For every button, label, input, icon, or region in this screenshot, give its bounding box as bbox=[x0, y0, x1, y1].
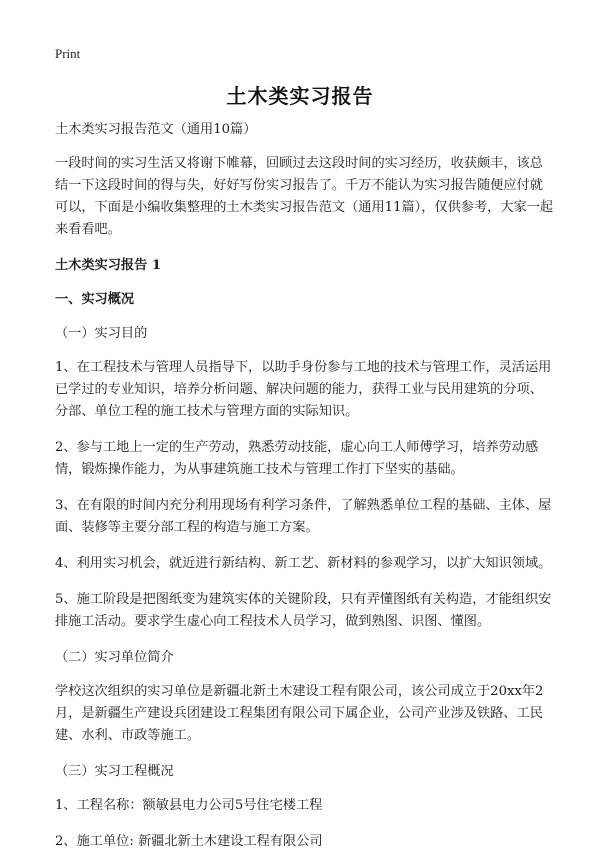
purpose-item: 2、参与工地上一定的生产劳动，熟悉劳动技能，虚心向工人师傅学习，培养劳动感情，锻炼操作能力，为从事建筑施工技术与管理工作打下坚实的基础。 bbox=[55, 440, 539, 477]
unit-intro-paragraph: 学校这次组织的实习单位是新疆北新土木建设工程有限公司，该公司成立于20xx年2月，是新疆生产建设兵团建设工程集团有限公司下属企业，公司产业涉及铁路、工民建、水利、市政等施工。 bbox=[55, 684, 544, 743]
section-title: 土木类实习报告 1 bbox=[55, 258, 162, 273]
purpose-item: 5、施工阶段是把图纸变为建筑实体的关键阶段，只有弄懂图纸有关构造，才能组织安排施工活动。要求学生虚心向工程技术人员学习，做到熟图、识图、懂图。 bbox=[55, 592, 552, 629]
purpose-item: 3、在有限的时间内充分利用现场有利学习条件，了解熟悉单位工程的基础、主体、屋面、装修等主要分部工程的构造与施工方案。 bbox=[55, 498, 552, 535]
purpose-item: 1、在工程技术与管理人员指导下，以助手身份参与工地的技术与管理工作，灵活运用已学过的专业知识，培养分析问题、解决问题的能力，获得工业与民用建筑的分项、分部、单位工程的施工技术与管理方面的实际知识。 bbox=[55, 360, 552, 419]
purpose-item: 4、利用实习机会，就近进行新结构、新工艺、新材料的参观学习，以扩大知识领域。 bbox=[55, 556, 552, 571]
subheading-purpose: （一）实习目的 bbox=[55, 326, 148, 341]
document-body bbox=[55, 119, 555, 867]
heading-overview: 一、实习概况 bbox=[55, 292, 135, 307]
subheading-project: （三）实习工程概况 bbox=[55, 764, 174, 779]
subheading-unit: （二）实习单位简介 bbox=[55, 650, 174, 665]
project-item: 1、工程名称：额敏县电力公司5号住宅楼工程 bbox=[55, 798, 323, 813]
intro-paragraph: 一段时间的实习生活又将谢下帷幕，回顾过去这段时间的实习经历，收获颇丰，该总结一下这段时间的得与失，好好写份实习报告了。千万不能认为实习报告随便应付就可以，下面是小编收集整理的土木类实习报告范文（通用11篇），仅供参考，大家一起来看看吧。 bbox=[55, 156, 554, 237]
document-title: 土木类实习报告 bbox=[226, 84, 374, 108]
document-subtitle: 土木类实习报告范文（通用10篇） bbox=[55, 122, 257, 137]
print-link[interactable]: Print bbox=[55, 46, 81, 61]
project-item: 2、施工单位: 新疆北新土木建设工程有限公司 bbox=[55, 834, 323, 849]
